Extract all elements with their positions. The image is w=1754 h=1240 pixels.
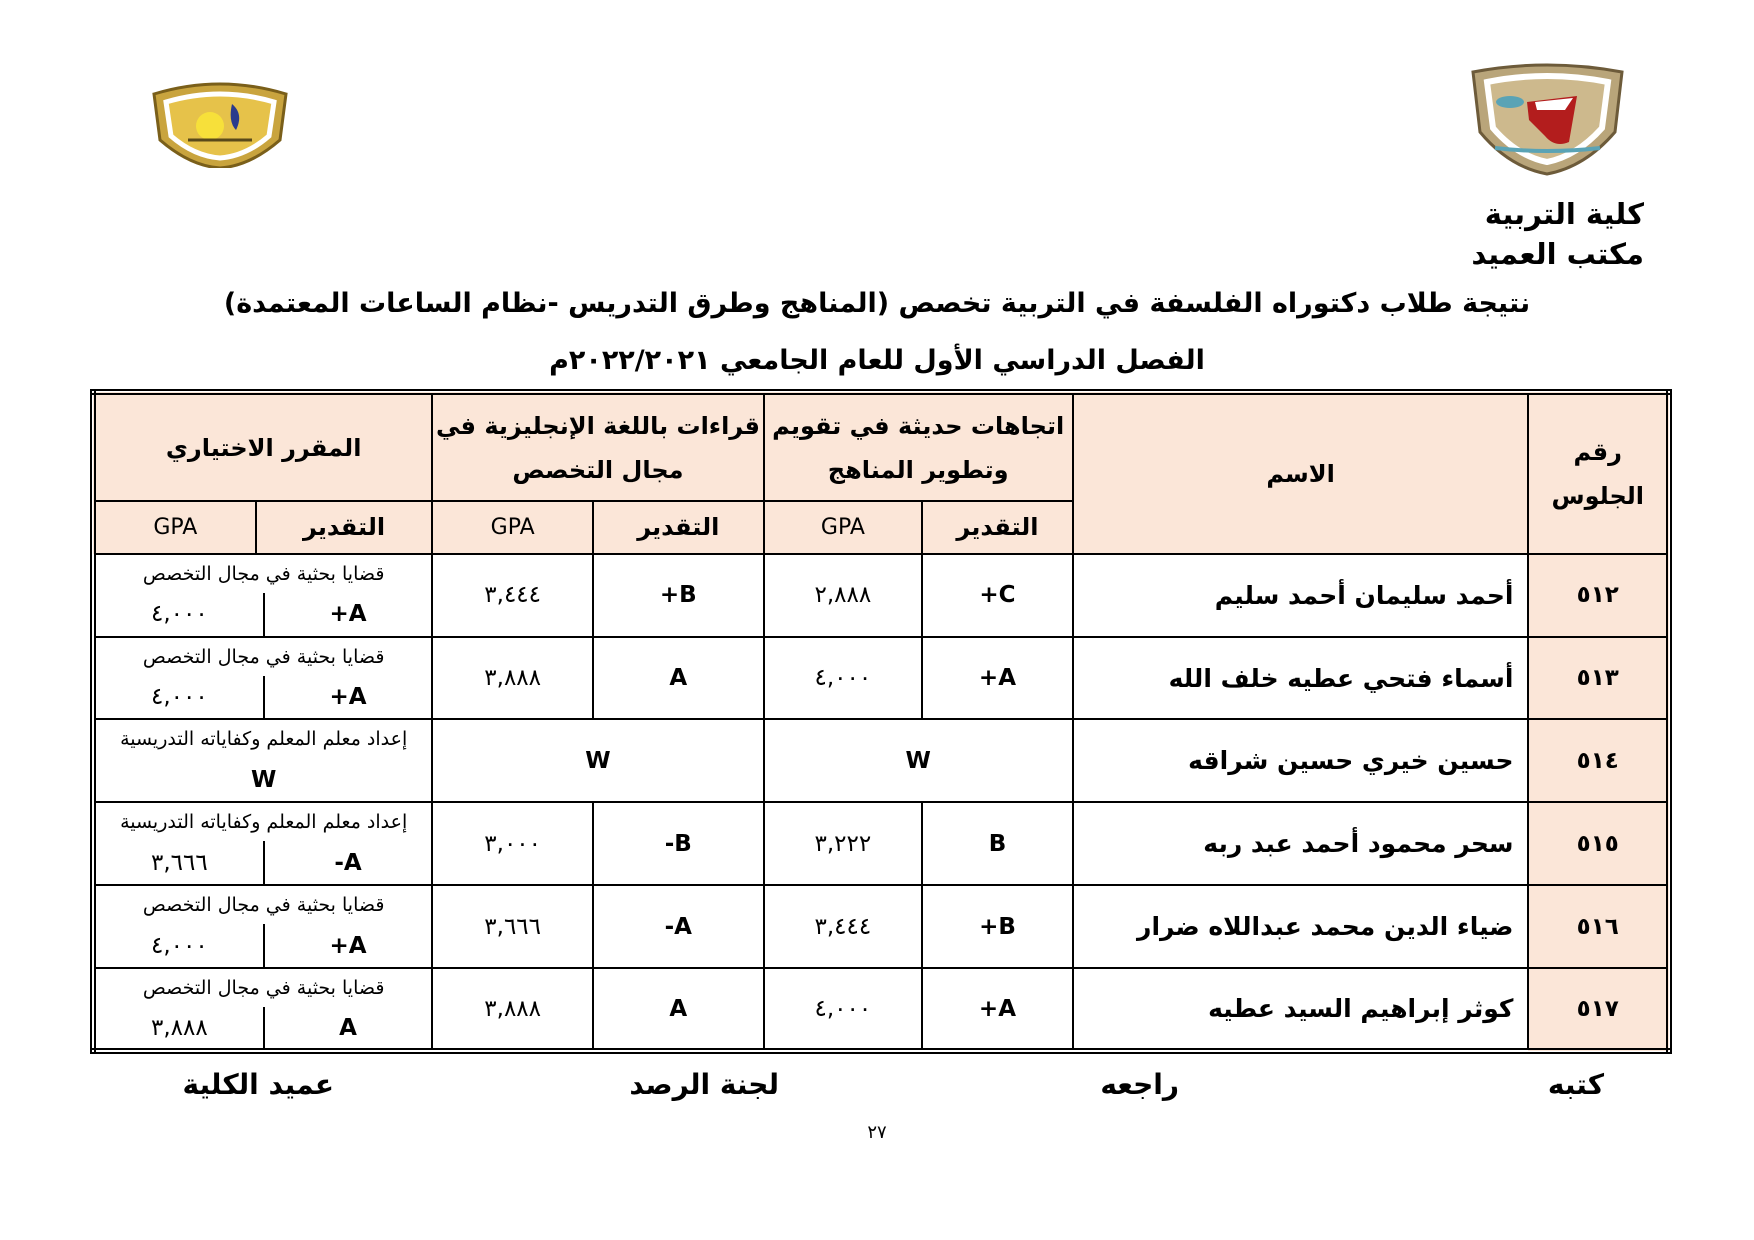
college-name: كلية التربية [1484,197,1644,231]
english-gpa: ٣,٠٠٠ [432,802,593,885]
curriculum-grade: B [922,802,1073,885]
elective-cell [93,554,432,637]
faculty-crest-logo [1465,62,1630,177]
header-seat-number: رقم الجلوس [1528,392,1669,554]
elective-grade: A [339,1014,357,1041]
english-grade: B- [593,802,764,885]
curriculum-grade: C+ [922,554,1073,637]
office-name: مكتب العميد [1471,237,1644,271]
elective-gpa: ٤,٠٠٠ [96,676,264,719]
student-name: ضياء الدين محمد عبداللاه ضرار [1073,885,1529,968]
english-gpa: ٣,٨٨٨ [432,968,593,1051]
table-row [93,719,1669,802]
curriculum-gpa: ٤,٠٠٠ [764,637,923,720]
header-gpa: GPA [93,501,256,554]
header-elective: المقرر الاختياري [93,392,432,501]
seat-number: ٥١٥ [1528,802,1669,885]
header-grade: التقدير [922,501,1073,554]
english-withdrawn: W [432,719,763,802]
elective-grade: A+ [329,601,367,628]
elective-course-name: إعداد معلم المعلم وكفاياته التدريسية [120,811,408,834]
signature-written-by: كتبه [1547,1068,1604,1101]
elective-grade: A- [334,849,362,876]
student-name: أسماء فتحي عطيه خلف الله [1073,637,1529,720]
elective-grade: A+ [329,932,367,959]
seat-number: ٥١٢ [1528,554,1669,637]
elective-withdrawn: W [250,766,277,793]
table-row [93,968,1669,1051]
english-grade: A [593,968,764,1051]
elective-course-name: قضايا بحثية في مجال التخصص [142,977,385,1000]
curriculum-grade: B+ [922,885,1073,968]
curriculum-gpa: ٣,٤٤٤ [764,885,923,968]
table-row [93,637,1669,720]
elective-gpa: ٣,٦٦٦ [96,841,264,884]
university-crest-logo [148,78,292,168]
english-grade: A- [593,885,764,968]
elective-cell [93,885,432,968]
header-course-curriculum: اتجاهات حديثة في تقويم وتطوير المناهج [764,392,1073,501]
student-name: حسين خيري حسين شراقه [1073,719,1529,802]
header-grade: التقدير [593,501,764,554]
semester-title: الفصل الدراسي الأول للعام الجامعي ٢٠٢٢/٢٠٢١م [549,345,1205,376]
signature-committee: لجنة الرصد [629,1068,779,1101]
elective-course-name: قضايا بحثية في مجال التخصص [142,645,385,668]
table-row [93,554,1669,637]
student-name: أحمد سليمان أحمد سليم [1073,554,1529,637]
header-gpa: GPA [432,501,593,554]
table-row [93,802,1669,885]
elective-cell [93,968,432,1051]
english-gpa: ٣,٦٦٦ [432,885,593,968]
curriculum-gpa: ٣,٢٢٢ [764,802,923,885]
document-title: نتيجة طلاب دكتوراه الفلسفة في التربية تخصص (المناهج وطرق التدريس -نظام الساعات المعتمدة) [223,288,1531,319]
curriculum-grade: A+ [922,968,1073,1051]
elective-cell [93,719,432,802]
elective-course-name: قضايا بحثية في مجال التخصص [142,894,385,917]
english-grade: A [593,637,764,720]
student-name: سحر محمود أحمد عبد ربه [1073,802,1529,885]
page-number: ٢٧ [867,1122,887,1143]
header-course-english: قراءات باللغة الإنجليزية في مجال التخصص [432,392,763,501]
header-name: الاسم [1073,392,1529,554]
header-gpa: GPA [764,501,923,554]
signature-reviewed-by: راجعه [1100,1068,1179,1101]
seat-number: ٥١٧ [1528,968,1669,1051]
student-name: كوثر إبراهيم السيد عطيه [1073,968,1529,1051]
english-grade: B+ [593,554,764,637]
english-gpa: ٣,٨٨٨ [432,637,593,720]
elective-cell [93,802,432,885]
table-row [93,885,1669,968]
english-gpa: ٣,٤٤٤ [432,554,593,637]
curriculum-gpa: ٤,٠٠٠ [764,968,923,1051]
elective-grade: A+ [329,684,367,711]
curriculum-grade: A+ [922,637,1073,720]
signature-dean: عميد الكلية [182,1068,334,1101]
elective-course-name: قضايا بحثية في مجال التخصص [142,562,385,585]
elective-cell [93,637,432,720]
elective-gpa: ٤,٠٠٠ [96,593,264,636]
elective-course-name: إعداد معلم المعلم وكفاياته التدريسية [120,728,408,751]
elective-gpa: ٣,٨٨٨ [96,1007,264,1048]
header-grade: التقدير [256,501,433,554]
seat-number: ٥١٣ [1528,637,1669,720]
elective-gpa: ٤,٠٠٠ [96,924,264,967]
curriculum-withdrawn: W [764,719,1073,802]
results-table [90,389,1672,1054]
seat-number: ٥١٦ [1528,885,1669,968]
curriculum-gpa: ٢,٨٨٨ [764,554,923,637]
seat-number: ٥١٤ [1528,719,1669,802]
